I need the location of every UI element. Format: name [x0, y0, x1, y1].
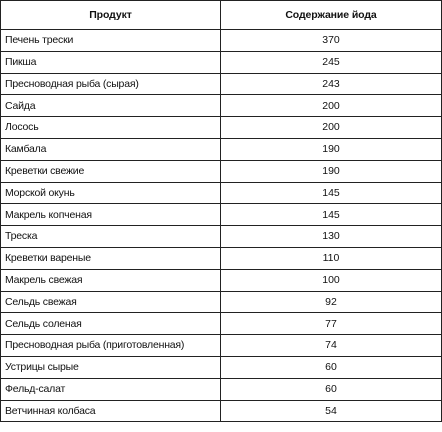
iodine-value-cell: 243 [221, 73, 442, 95]
product-cell: Пресноводная рыба (приготовленная) [1, 335, 221, 357]
product-cell: Пресноводная рыба (сырая) [1, 73, 221, 95]
product-cell: Сельдь свежая [1, 291, 221, 313]
table-row [1, 400, 442, 422]
iodine-value-cell: 60 [221, 378, 442, 400]
product-cell: Сайда [1, 95, 221, 117]
iodine-value-cell: 100 [221, 269, 442, 291]
column-header-product: Продукт [1, 1, 221, 30]
table-row [1, 138, 442, 160]
iodine-value-cell: 77 [221, 313, 442, 335]
table-row [1, 95, 442, 117]
product-cell: Сельдь соленая [1, 313, 221, 335]
product-cell: Камбала [1, 138, 221, 160]
iodine-value-cell: 74 [221, 335, 442, 357]
iodine-value-cell: 370 [221, 30, 442, 52]
product-cell: Морской окунь [1, 182, 221, 204]
iodine-value-cell: 190 [221, 160, 442, 182]
table-row [1, 204, 442, 226]
table-row [1, 269, 442, 291]
iodine-value-cell: 92 [221, 291, 442, 313]
table-row [1, 378, 442, 400]
product-cell: Лосось [1, 117, 221, 139]
table-row [1, 182, 442, 204]
iodine-value-cell: 145 [221, 204, 442, 226]
product-cell: Макрель копченая [1, 204, 221, 226]
iodine-value-cell: 110 [221, 247, 442, 269]
table-row [1, 291, 442, 313]
iodine-value-cell: 130 [221, 226, 442, 248]
table-row [1, 226, 442, 248]
product-cell: Печень трески [1, 30, 221, 52]
table-header-row [1, 1, 442, 30]
column-header-iodine-content: Содержание йода [221, 1, 442, 30]
iodine-value-cell: 200 [221, 117, 442, 139]
table-row [1, 30, 442, 52]
table-row [1, 313, 442, 335]
iodine-value-cell: 245 [221, 51, 442, 73]
iodine-value-cell: 200 [221, 95, 442, 117]
product-cell: Пикша [1, 51, 221, 73]
product-cell: Креветки свежие [1, 160, 221, 182]
product-cell: Треска [1, 226, 221, 248]
product-cell: Устрицы сырые [1, 356, 221, 378]
product-cell: Фельд-салат [1, 378, 221, 400]
table-row [1, 335, 442, 357]
table-row [1, 73, 442, 95]
iodine-value-cell: 60 [221, 356, 442, 378]
iodine-value-cell: 145 [221, 182, 442, 204]
table-row [1, 247, 442, 269]
product-cell: Макрель свежая [1, 269, 221, 291]
table-row [1, 51, 442, 73]
iodine-value-cell: 190 [221, 138, 442, 160]
iodine-value-cell: 54 [221, 400, 442, 422]
table-row [1, 117, 442, 139]
table-row [1, 356, 442, 378]
product-cell: Ветчинная колбаса [1, 400, 221, 422]
table-row [1, 160, 442, 182]
product-cell: Креветки вареные [1, 247, 221, 269]
